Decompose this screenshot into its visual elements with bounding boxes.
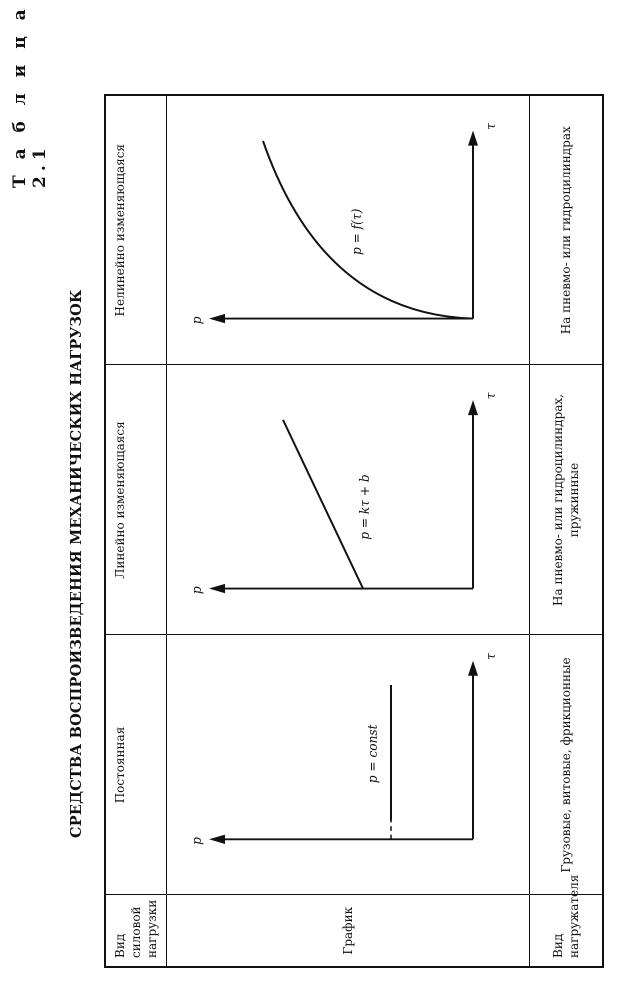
column-header-nonlinear: Нелинейно изменяющаяся	[105, 95, 167, 365]
tau-axis-label: τ	[482, 123, 499, 131]
p-axis-arrow	[209, 584, 225, 593]
formula-label: p = const	[364, 724, 381, 784]
p-axis-arrow	[209, 835, 225, 844]
graph-constant	[173, 644, 523, 887]
tau-axis-label: τ	[482, 392, 499, 400]
column-header-constant: Постоянная	[105, 635, 167, 895]
linear-load-line	[283, 420, 363, 589]
tau-axis-arrow	[468, 401, 478, 416]
nonlinear-load-curve	[263, 141, 473, 319]
loader-type-constant: Грузовые, витовые, фрикционные	[530, 635, 604, 895]
row-header-load-type: Вид силовой нагрузки	[105, 895, 167, 967]
graph-row	[167, 95, 530, 967]
row-header-graph: График	[167, 895, 530, 967]
table-title: СРЕДСТВА ВОСПРОИЗВЕДЕНИЯ МЕХАНИЧЕСКИХ НАГРУЗОК	[68, 289, 85, 838]
p-axis-label: p	[188, 837, 205, 846]
loader-type-linear: На пневмо- или гидроцилиндрах, пружинные	[530, 365, 604, 635]
loads-table	[104, 94, 604, 968]
tau-axis-arrow	[468, 661, 478, 676]
loader-type-row	[530, 95, 604, 967]
column-header-linear: Линейно изменяющаяся	[105, 365, 167, 635]
graph-linear	[173, 374, 523, 627]
formula-label: p = f(τ)	[348, 209, 365, 256]
load-type-row	[105, 95, 167, 967]
row-header-loader-type: Вид нагружателя	[530, 895, 604, 967]
graph-nonlinear	[173, 104, 523, 357]
p-axis-label: p	[188, 586, 205, 595]
formula-label: p = kτ + b	[356, 474, 373, 541]
p-axis-arrow	[209, 314, 225, 323]
tau-axis-label: τ	[482, 653, 499, 661]
table-caption: Т а б л и ц а 2.1	[10, 4, 50, 188]
graph-cell-nonlinear	[167, 95, 530, 365]
loader-type-nonlinear: На пневмо- или гидроцилиндрах	[530, 95, 604, 365]
p-axis-label: p	[188, 316, 205, 325]
tau-axis-arrow	[468, 131, 478, 146]
graph-cell-linear	[167, 365, 530, 635]
graph-cell-constant	[167, 635, 530, 895]
